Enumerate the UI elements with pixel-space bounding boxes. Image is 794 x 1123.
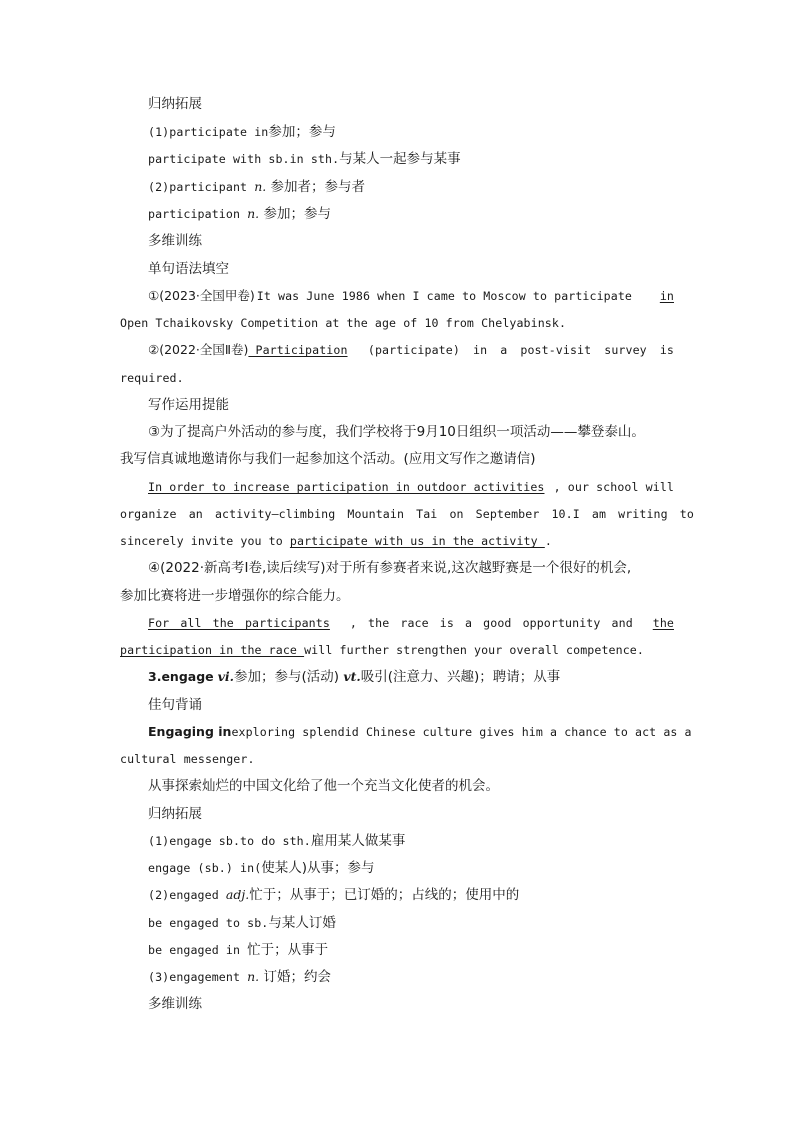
phrase-line: engage (sb.) in(使某人)从事；参与 xyxy=(148,860,375,876)
question-4-answer-line1: For all the participants , the race is a good opportunity and the xyxy=(148,616,674,630)
question-3-answer-line1: In order to increase participation in outdoor activities , our school will xyxy=(148,480,674,494)
answer-blank: participate with us in the activity xyxy=(289,534,545,548)
section-heading-writing: 写作运用提能 xyxy=(148,397,229,413)
answer-blank: Participation xyxy=(248,343,348,357)
phrase-line: participate with sb.in sth.与某人一起参与某事 xyxy=(148,151,461,167)
phrase-line: be engaged in 忙于；从事于 xyxy=(148,942,329,958)
answer-blank: In order to increase participation in outdoor activities xyxy=(148,480,545,494)
question-3-answer-line2: organize an activity—climbing Mountain Tai on September 10.I am writing to xyxy=(120,507,694,521)
phrase-line: participation n. 参加；参与 xyxy=(148,206,331,222)
question-1-cont: Open Tchaikovsky Competition at the age of 10 from Chelyabinsk. xyxy=(120,316,567,330)
answer-blank: participation in the race xyxy=(120,643,305,657)
question-2-cont: required. xyxy=(120,371,184,385)
answer-blank: in xyxy=(659,289,674,303)
phrase-line: (1)engage sb.to do sth.雇用某人做某事 xyxy=(148,833,406,849)
question-4-prompt: ④(2022·新高考Ⅰ卷,读后续写)对于所有参赛者来说,这次越野赛是一个很好的机会, xyxy=(148,560,632,576)
section-heading-grammar-fill: 单句语法填空 xyxy=(148,261,229,277)
phrase-line: (2)engaged adj.忙于；从事于；已订婚的；占线的；使用中的 xyxy=(148,887,520,903)
section-heading-practice: 多维训练 xyxy=(148,233,202,249)
example-sentence: Engaging in exploring splendid Chinese culture gives him a chance to act as a xyxy=(148,724,692,739)
answer-blank: For all the participants xyxy=(148,616,330,630)
question-3-answer-line3: sincerely invite you to participate with us in the activity . xyxy=(120,534,552,548)
phrase-line: (2)participant n. 参加者；参与者 xyxy=(148,179,366,195)
answer-blank: the xyxy=(652,616,674,630)
section-heading-summary: 归纳拓展 xyxy=(148,96,202,112)
example-translation: 从事探索灿烂的中国文化给了他一个充当文化使者的机会。 xyxy=(148,778,499,794)
question-4-answer-line2: participation in the race will further strengthen your overall competence. xyxy=(120,643,644,657)
question-1: ①(2023·全国甲卷) It was June 1986 when I came to Moscow to participate in xyxy=(148,288,674,303)
vocab-entry-engage: 3.engage vi.参加；参与(活动) vt.吸引(注意力、兴趣)；聘请；从事 xyxy=(148,669,561,685)
phrase-line: (1)participate in参加；参与 xyxy=(148,124,336,140)
question-2: ②(2022·全国Ⅱ卷) Participation (participate) in a post-visit survey is xyxy=(148,342,674,357)
phrase-line: (3)engagement n. 订婚；约会 xyxy=(148,969,331,985)
section-heading-practice-2: 多维训练 xyxy=(148,996,202,1012)
example-sentence-cont: cultural messenger. xyxy=(120,752,255,766)
section-heading-summary-2: 归纳拓展 xyxy=(148,806,202,822)
question-4-prompt-cont: 参加比赛将进一步增强你的综合能力。 xyxy=(120,588,350,604)
phrase-line: be engaged to sb.与某人订婚 xyxy=(148,915,336,931)
question-3-prompt: ③为了提高户外活动的参与度，我们学校将于9月10日组织一项活动——攀登泰山。 xyxy=(148,424,645,440)
question-3-prompt-cont: 我写信真诚地邀请你与我们一起参加这个活动。(应用文写作之邀请信) xyxy=(120,451,536,467)
section-heading-recite: 佳句背诵 xyxy=(148,697,202,713)
